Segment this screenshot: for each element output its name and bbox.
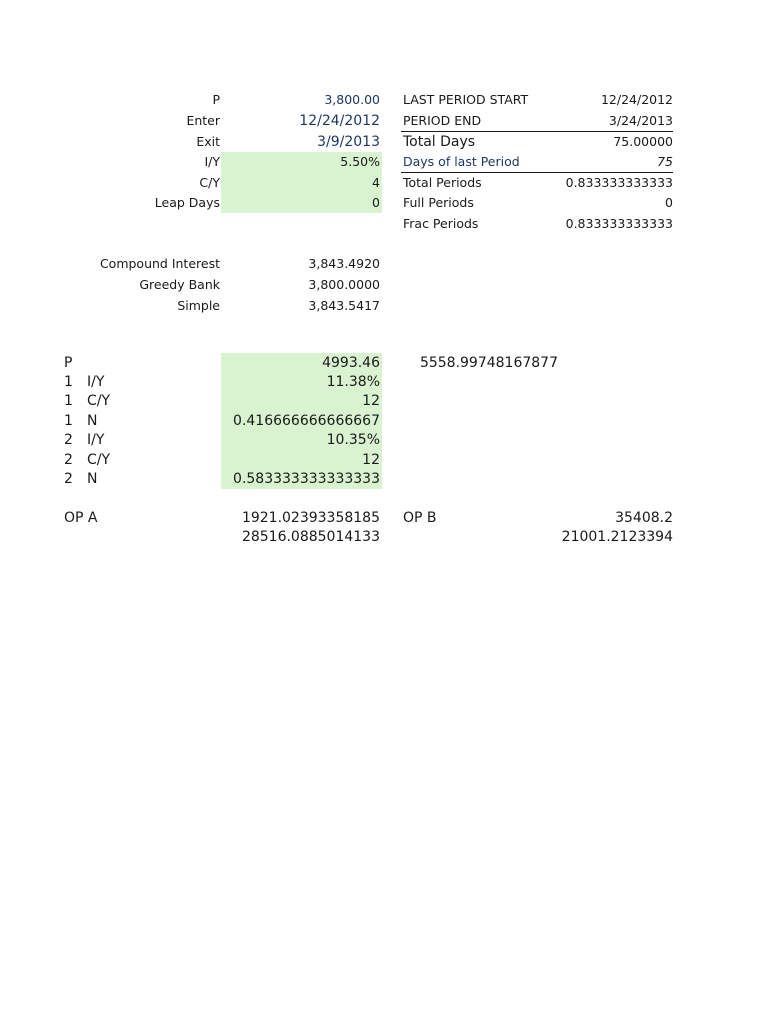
total-days-value: 75.00000 xyxy=(613,134,673,149)
row-label: N xyxy=(87,471,98,487)
row-value[interactable]: 10.35% xyxy=(326,432,380,448)
p2-label: P xyxy=(64,355,73,371)
total-days-label: Total Days xyxy=(403,134,476,150)
cy-label: C/Y xyxy=(199,175,220,190)
frac-periods-value: 0.833333333333 xyxy=(565,216,673,231)
row-value[interactable]: 12 xyxy=(362,393,380,409)
compound-interest-label: Compound Interest xyxy=(99,256,220,271)
greedy-bank-label: Greedy Bank xyxy=(139,277,220,292)
cy-value[interactable]: 4 xyxy=(372,175,380,190)
exit-label: Exit xyxy=(196,134,220,149)
op-a-label: OP A xyxy=(64,510,98,526)
compound-interest-value: 3,843.4920 xyxy=(308,256,380,271)
row-label: I/Y xyxy=(87,432,105,448)
iy-value[interactable]: 5.50% xyxy=(340,154,380,169)
row-num: 1 xyxy=(64,413,73,429)
op-a-value-2: 28516.0885014133 xyxy=(241,529,380,545)
op-b-value-2: 21001.2123394 xyxy=(561,529,673,545)
full-periods-value: 0 xyxy=(665,195,673,210)
leap-days-label: Leap Days xyxy=(154,195,220,210)
period-end-value: 3/24/2013 xyxy=(608,113,673,128)
total-periods-value: 0.833333333333 xyxy=(565,175,673,190)
greedy-bank-value: 3,800.0000 xyxy=(308,277,380,292)
row-label: I/Y xyxy=(87,374,105,390)
enter-value[interactable]: 12/24/2012 xyxy=(299,113,380,129)
op-b-value-1: 35408.2 xyxy=(615,510,673,526)
row-num: 1 xyxy=(64,393,73,409)
row-value[interactable]: 0.583333333333333 xyxy=(233,471,380,487)
row-label: C/Y xyxy=(87,393,111,409)
p-value[interactable]: 3,800.00 xyxy=(324,92,380,107)
simple-label: Simple xyxy=(177,298,220,313)
simple-value: 3,843.5417 xyxy=(308,298,380,313)
row-num: 2 xyxy=(64,432,73,448)
iy-label: I/Y xyxy=(204,154,220,169)
row-value[interactable]: 0.416666666666667 xyxy=(233,413,380,429)
frac-periods-label: Frac Periods xyxy=(403,216,479,231)
row-label: N xyxy=(87,413,98,429)
full-periods-label: Full Periods xyxy=(403,195,474,210)
op-b-label: OP B xyxy=(403,510,437,526)
p-label: P xyxy=(212,92,220,107)
days-last-period-label: Days of last Period xyxy=(403,154,520,169)
row-label: C/Y xyxy=(87,452,111,468)
op-a-value-1: 1921.02393358185 xyxy=(241,510,380,526)
row-num: 2 xyxy=(64,452,73,468)
enter-label: Enter xyxy=(186,113,220,128)
total-periods-label: Total Periods xyxy=(403,175,482,190)
row-value[interactable]: 11.38% xyxy=(326,374,380,390)
exit-value[interactable]: 3/9/2013 xyxy=(317,134,380,150)
row-num: 1 xyxy=(64,374,73,390)
row-num: 2 xyxy=(64,471,73,487)
row-value[interactable]: 12 xyxy=(362,452,380,468)
p2-side-value: 5558.99748167877 xyxy=(419,355,558,371)
days-last-period-value: 75 xyxy=(657,154,673,169)
p2-value[interactable]: 4993.46 xyxy=(322,355,380,371)
period-end-label: PERIOD END xyxy=(403,113,482,128)
leap-days-value[interactable]: 0 xyxy=(372,195,380,210)
last-period-start-label: LAST PERIOD START xyxy=(403,92,529,107)
last-period-start-value: 12/24/2012 xyxy=(600,92,673,107)
